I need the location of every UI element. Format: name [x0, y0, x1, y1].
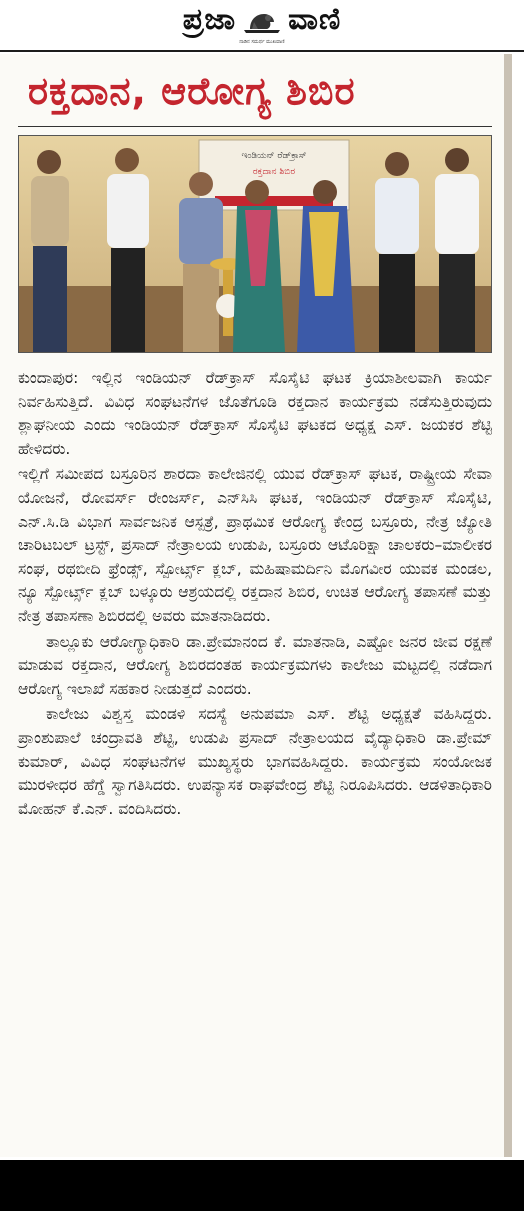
bottom-black-bar — [0, 1160, 524, 1211]
person-1 — [31, 150, 69, 352]
article-body — [18, 367, 492, 821]
person-6 — [375, 152, 419, 352]
article-paragraph: ತಾಲ್ಲೂಕು ಆರೋಗ್ಯಾಧಿಕಾರಿ ಡಾ.ಪ್ರೇಮಾನಂದ ಕೆ. ಮಾತನಾಡಿ, ಎಷ್ಟೋ ಜನರ ಜೀವ ರಕ್ಷಣೆ ಮಾಡುವ ರಕ್ತದಾನ, ಆರೋಗ್ಯ ಶಿಬಿರದಂತಹ ಕಾರ್ಯಕ್ರಮಗಳು ಕಾಲೇಜು ಮಟ್ಟದಲ್ಲಿ ನಡೆದಾಗ ಆರೋಗ್ಯ ಇಲಾಖೆ ಸಹಕಾರ ನೀಡುತ್ತದೆ ಎಂದರು. — [18, 632, 492, 698]
photo-banner-line1: ಇಂಡಿಯನ್ ರೆಡ್‌ಕ್ರಾಸ್ — [241, 151, 307, 161]
news-clipping — [0, 54, 512, 1157]
brand-tagline: ನಾಡಿನ ಸಮರ್ಥ ಮುಖವಾಣಿ — [239, 39, 285, 45]
article-photo — [18, 135, 492, 353]
brand-right: ವಾಣಿ — [288, 2, 342, 37]
brand-title — [0, 2, 524, 38]
photo-banner-line2: ರಕ್ತದಾನ ಶಿಬಿರ — [252, 167, 296, 177]
article-headline: ರಕ್ತದಾನ, ಆರೋಗ್ಯ ಶಿಬಿರ — [28, 69, 356, 113]
article-paragraph: ಕುಂದಾಪುರ: ಇಲ್ಲಿನ ಇಂಡಿಯನ್ ರೆಡ್‌ಕ್ರಾಸ್ ಸೊಸೈಟಿ ಘಟಕ ಕ್ರಿಯಾಶೀಲವಾಗಿ ಕಾರ್ಯ ನಿರ್ವಹಿಸುತ್ತಿದೆ. ವಿವಿಧ ಸಂಘಟನೆಗಳ ಜೊತೆಗೂಡಿ ರಕ್ತದಾನ ಕಾರ್ಯಕ್ರಮ ನಡೆಸುತ್ತಿರುವುದು ಶ್ಲಾಘನೀಯ ಎಂದು ಇಂಡಿಯನ್ ರೆಡ್‌ಕ್ರಾಸ್ ಸೊಸೈಟಿ ಘಟಕದ ಅಧ್ಯಕ್ಷ ಎಸ್. ಜಯಕರ ಶೆಟ್ಟಿ ಹೇಳಿದರು. — [18, 369, 492, 458]
headline-divider — [18, 126, 492, 127]
lion-emblem-icon — [240, 8, 284, 34]
article-paragraph: ಕಾಲೇಜು ವಿಶ್ವಸ್ತ ಮಂಡಳಿ ಸದಸ್ಯೆ ಅನುಪಮಾ ಎಸ್. ಶೆಟ್ಟಿ ಅಧ್ಯಕ್ಷತೆ ವಹಿಸಿದ್ದರು. ಪ್ರಾಂಶುಪಾಲೆ ಚಂದ್ರಾವತಿ ಶೆಟ್ಟಿ, ಉಡುಪಿ ಪ್ರಸಾದ್ ನೇತ್ರಾಲಯದ ವೈದ್ಯಾಧಿಕಾರಿ ಡಾ.ಪ್ರೇಮ್ ಕುಮಾರ್, ವಿವಿಧ ಸಂಘಟನೆಗಳ ಮುಖ್ಯಸ್ಥರು ಭಾಗವಹಿಸಿದ್ದರು. ಕಾರ್ಯಕ್ರಮ ಸಂಯೋಜಕ ಮುರಳೀಧರ ಹೆಗ್ಡೆ ಸ್ವಾಗತಿಸಿದರು. ಉಪನ್ಯಾಸಕ ರಾಘವೇಂದ್ರ ಶೆಟ್ಟಿ ನಿರೂಪಿಸಿದರು. ಆಡಳಿತಾಧಿಕಾರಿ ಮೋಹನ್ ಕೆ.ಎನ್. ವಂದಿಸಿದರು. — [18, 705, 492, 818]
person-2 — [107, 148, 149, 352]
person-7 — [435, 148, 479, 352]
masthead — [0, 0, 524, 52]
group-photo-illustration — [19, 136, 491, 352]
brand-left: ಪ್ರಜಾ — [182, 2, 237, 37]
article-paragraph: ಇಲ್ಲಿಗೆ ಸಮೀಪದ ಬಸ್ರೂರಿನ ಶಾರದಾ ಕಾಲೇಜಿನಲ್ಲಿ ಯುವ ರೆಡ್‌ಕ್ರಾಸ್ ಘಟಕ, ರಾಷ್ಟ್ರೀಯ ಸೇವಾ ಯೋಜನೆ, ರೋವರ್ಸ್ ರೇಂಜರ್ಸ್, ಎನ್‌ಸಿಸಿ ಘಟಕ, ಇಂಡಿಯನ್ ರೆಡ್‌ಕ್ರಾಸ್ ಸೊಸೈಟಿ, ಎನ್.ಸಿ.ಡಿ ವಿಭಾಗ ಸಾರ್ವಜನಿಕ ಆಸ್ಪತ್ರೆ, ಪ್ರಾಥಮಿಕ ಆರೋಗ್ಯ ಕೇಂದ್ರ ಬಸ್ರೂರು, ನೇತ್ರ ಜ್ಯೋತಿ ಚಾರಿಟಬಲ್ ಟ್ರಸ್ಟ್, ಪ್ರಸಾದ್ ನೇತ್ರಾಲಯ ಉಡುಪಿ, ಬಸ್ರೂರು ಆಟೊರಿಕ್ಷಾ ಚಾಲಕರು–ಮಾಲೀಕರ ಸಂಘ, ರಥಬೀದಿ ಫ್ರೆಂಡ್ಸ್, ಸ್ಪೋರ್ಟ್ಸ್ ಕ್ಲಬ್, ಮಹಿಷಾಮರ್ದಿನಿ ಮೊಗವೀರ ಯುವಕ ಮಂಡಲ, ನ್ಯೂ ಸ್ಪೋರ್ಟ್ಸ್ ಕ್ಲಬ್ ಬಳ್ಕೂರು ಆಶ್ರಯದಲ್ಲಿ ರಕ್ತದಾನ ಶಿಬಿರ, ಉಚಿತ ಆರೋಗ್ಯ ತಪಾಸಣೆ ಮತ್ತು ನೇತ್ರ ತಪಾಸಣಾ ಶಿಬಿರದಲ್ಲಿ ಅವರು ಮಾತನಾಡಿದರು. — [18, 465, 492, 625]
